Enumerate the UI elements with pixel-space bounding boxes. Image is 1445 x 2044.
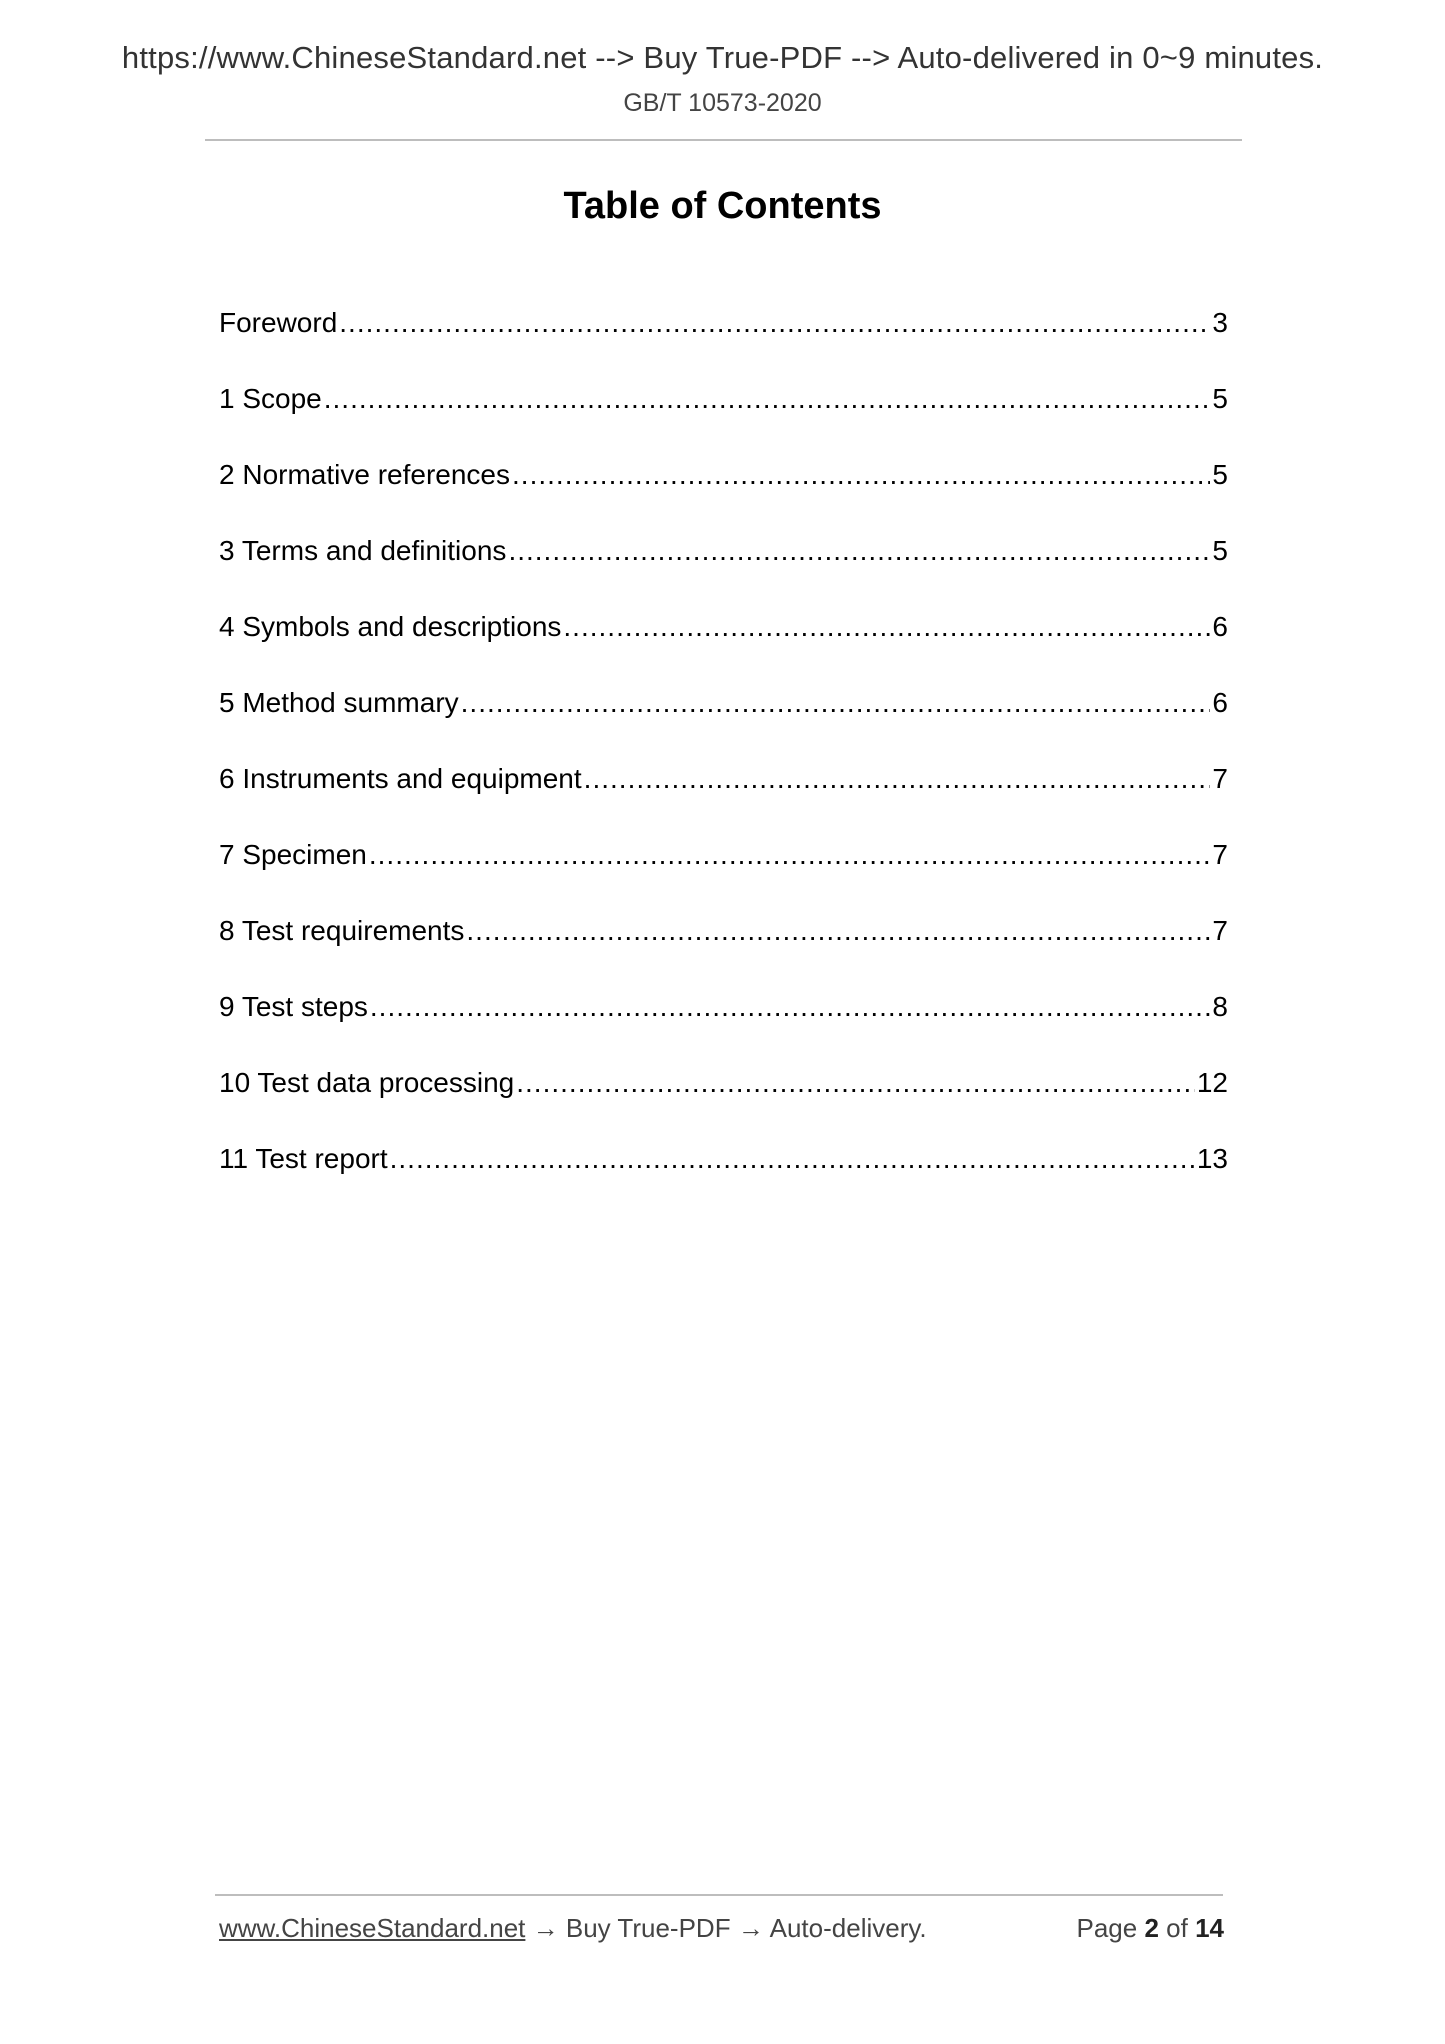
toc-entry-label: 5 Method summary — [219, 687, 459, 718]
toc-entry-label: 11 Test report — [219, 1143, 388, 1174]
toc-entry-label: 3 Terms and definitions — [219, 535, 507, 566]
page-footer — [219, 1913, 1224, 1944]
header-url-line: https://www.ChineseStandard.net --> Buy True-PDF --> Auto-delivered in 0~9 minutes. — [121, 40, 1324, 75]
toc-entry-label: 10 Test data processing — [219, 1067, 515, 1098]
toc-entry-label: 7 Specimen — [219, 839, 367, 870]
toc-entry-terms-and-definitions[interactable] — [219, 531, 1228, 607]
toc-entry-label: 8 Test requirements — [219, 915, 465, 946]
toc-entry-page: 3 — [1212, 307, 1228, 338]
toc-entry-test-requirements[interactable] — [219, 911, 1228, 987]
page-word: Page — [1076, 1913, 1138, 1943]
footer-divider — [215, 1894, 1223, 1896]
toc-entry-specimen[interactable] — [219, 835, 1228, 911]
dot-leader — [516, 1063, 1195, 1103]
toc-entry-page: 7 — [1212, 763, 1228, 794]
toc-entry-label: 4 Symbols and descriptions — [219, 611, 562, 642]
toc-entry-page: 5 — [1212, 383, 1228, 414]
of-word: of — [1166, 1913, 1188, 1943]
toc-entry-label: 9 Test steps — [219, 991, 368, 1022]
toc-entry-page: 6 — [1212, 687, 1228, 718]
dot-leader — [512, 455, 1210, 495]
footer-site-link[interactable]: www.ChineseStandard.net — [219, 1913, 526, 1943]
dot-leader — [324, 379, 1211, 419]
toc-entry-label: 2 Normative references — [219, 459, 511, 490]
dot-leader — [370, 987, 1211, 1027]
toc-entry-page: 6 — [1212, 611, 1228, 642]
toc-entry-page: 5 — [1212, 535, 1228, 566]
footer-buy-text: Buy True-PDF — [565, 1913, 731, 1943]
toc-entry-method-summary[interactable] — [219, 683, 1228, 759]
dot-leader — [508, 531, 1210, 571]
dot-leader — [390, 1139, 1195, 1179]
toc-entry-symbols-and-descriptions[interactable] — [219, 607, 1228, 683]
page-indicator — [1076, 1913, 1224, 1944]
footer-promo — [219, 1913, 927, 1944]
toc-entry-label: 1 Scope — [219, 383, 322, 414]
toc-entry-label: 6 Instruments and equipment — [219, 763, 582, 794]
current-page-number: 2 — [1144, 1913, 1159, 1943]
toc-entry-page: 7 — [1212, 915, 1228, 946]
dot-leader — [369, 835, 1211, 875]
toc-entry-label: Foreword — [219, 307, 338, 338]
toc-list — [219, 303, 1228, 1215]
footer-delivery-text: Auto-delivery. — [769, 1913, 927, 1943]
toc-entry-page: 8 — [1212, 991, 1228, 1022]
toc-entry-normative-references[interactable] — [219, 455, 1228, 531]
arrow-icon: → — [737, 1913, 764, 1943]
arrow-icon: → — [532, 1913, 559, 1943]
total-page-number: 14 — [1195, 1913, 1224, 1943]
standard-code: GB/T 10573-2020 — [623, 89, 822, 117]
dot-leader — [339, 303, 1210, 343]
toc-entry-page: 7 — [1212, 839, 1228, 870]
header-divider — [205, 139, 1242, 141]
toc-entry-test-steps[interactable] — [219, 987, 1228, 1063]
dot-leader — [584, 759, 1211, 799]
toc-entry-foreword[interactable] — [219, 303, 1228, 379]
toc-entry-page: 12 — [1196, 1067, 1228, 1098]
dot-leader — [563, 607, 1210, 647]
toc-entry-test-data-processing[interactable] — [219, 1063, 1228, 1139]
toc-entry-test-report[interactable] — [219, 1139, 1228, 1215]
dot-leader — [461, 683, 1211, 723]
toc-title: Table of Contents — [563, 185, 882, 227]
toc-entry-instruments-and-equipment[interactable] — [219, 759, 1228, 835]
toc-entry-page: 5 — [1212, 459, 1228, 490]
toc-entry-page: 13 — [1196, 1143, 1228, 1174]
dot-leader — [466, 911, 1210, 951]
toc-entry-scope[interactable] — [219, 379, 1228, 455]
